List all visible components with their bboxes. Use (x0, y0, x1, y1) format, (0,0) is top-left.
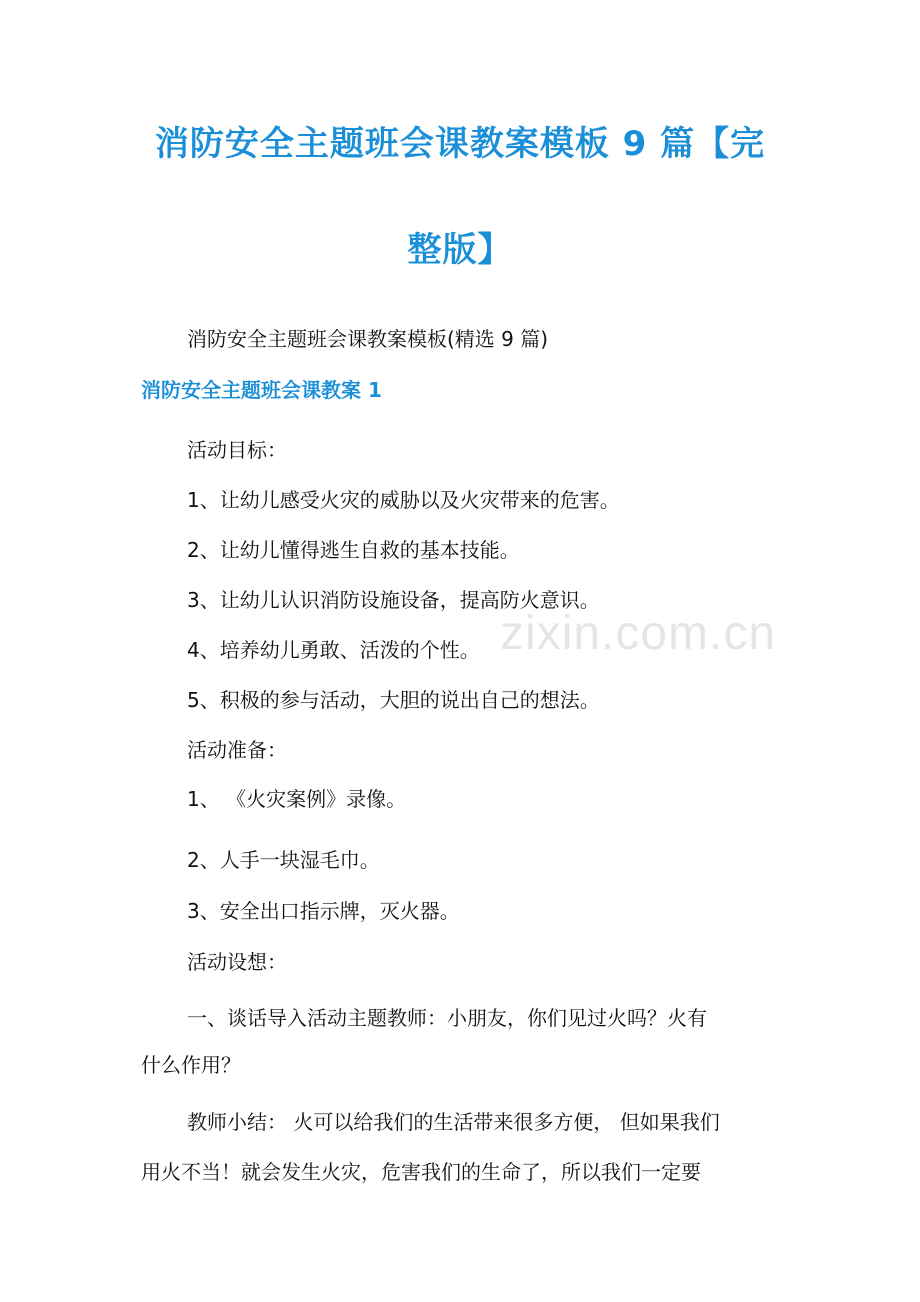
document-subtitle: 消防安全主题班会课教案模板(精选 9 篇) (187, 327, 549, 351)
goal-item: 3、让幼儿认识消防设施设备，提高防火意识。 (187, 588, 600, 612)
plan-paragraph-1-line-2: 什么作用？ (141, 1053, 241, 1077)
goals-label: 活动目标： (187, 438, 287, 462)
goal-item: 5、积极的参与活动，大胆的说出自己的想法。 (187, 688, 600, 712)
watermark-text: zixin.com.cn (500, 607, 777, 660)
plan-paragraph-2-line-1: 教师小结： 火可以给我们的生活带来很多方便， 但如果我们 (187, 1110, 720, 1134)
plan-paragraph-2-line-2: 用火不当！就会发生火灾，危害我们的生命了，所以我们一定要 (141, 1160, 701, 1184)
document-title-line-2: 整版】 (407, 230, 513, 270)
prep-label: 活动准备： (187, 738, 287, 762)
prep-item: 3、安全出口指示牌，灭火器。 (187, 899, 460, 923)
prep-item: 1、 《火灾案例》录像。 (187, 787, 407, 811)
plan-label: 活动设想： (187, 950, 287, 974)
document-title-line-1: 消防安全主题班会课教案模板 9 篇【完 (154, 124, 766, 164)
goal-item: 1、让幼儿感受火灾的威胁以及火灾带来的危害。 (187, 488, 620, 512)
goal-item: 4、培养幼儿勇敢、活泼的个性。 (187, 638, 480, 662)
goal-item: 2、让幼儿懂得逃生自救的基本技能。 (187, 538, 520, 562)
prep-item: 2、人手一块湿毛巾。 (187, 848, 380, 872)
plan-paragraph-1-line-1: 一、谈话导入活动主题教师：小朋友，你们见过火吗？火有 (187, 1006, 707, 1030)
section-heading: 消防安全主题班会课教案 1 (141, 378, 382, 402)
